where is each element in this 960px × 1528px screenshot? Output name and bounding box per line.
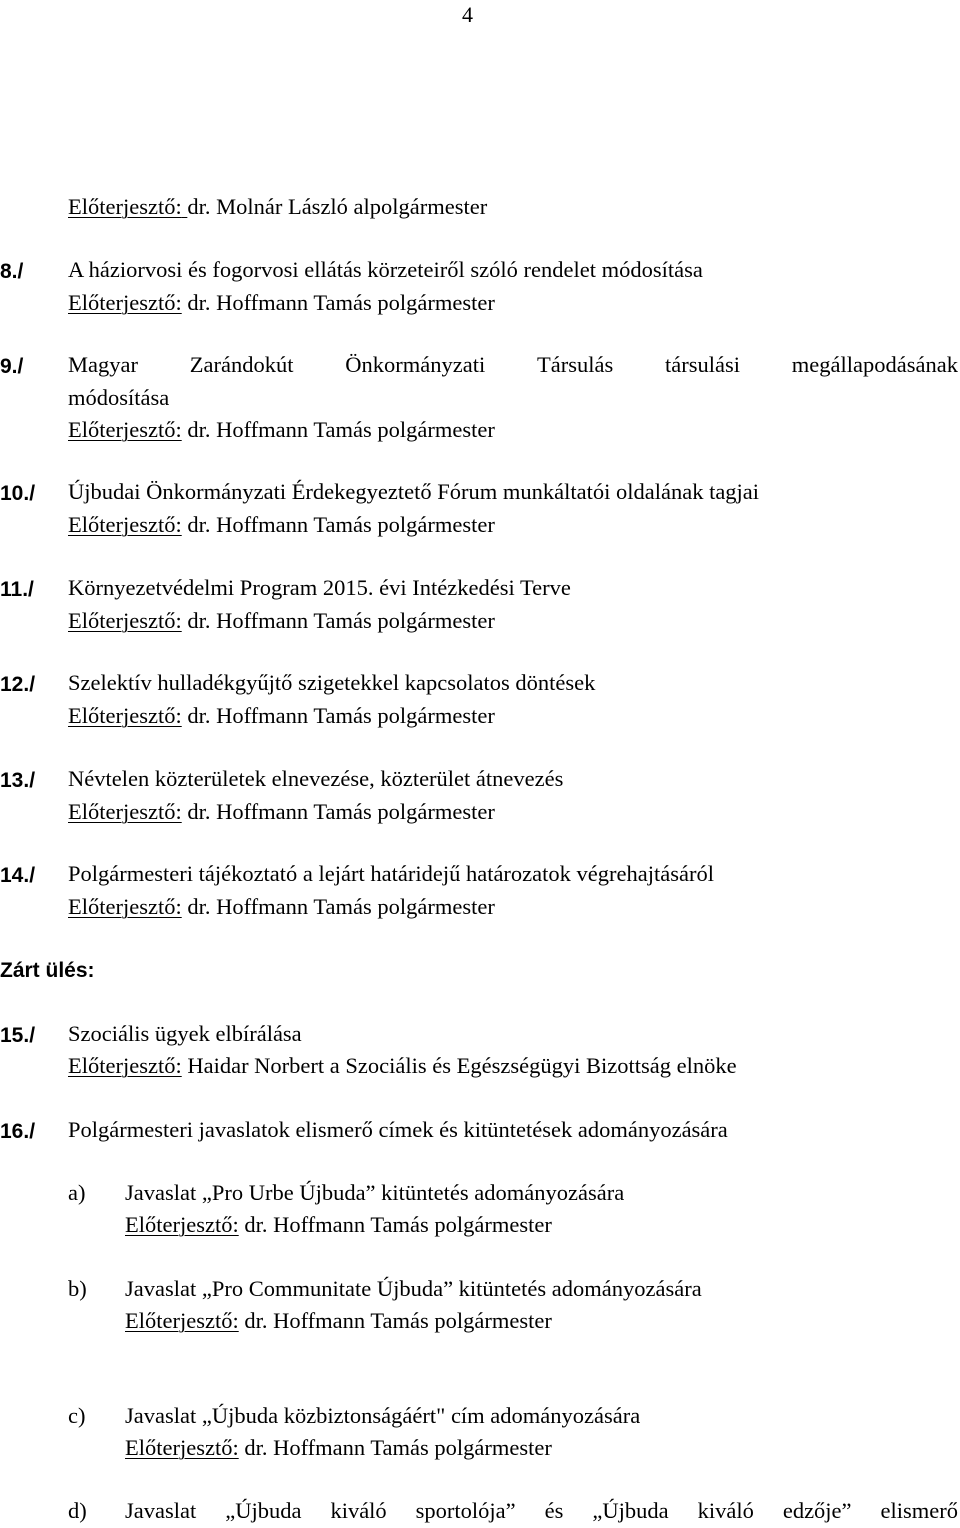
presenter-line <box>125 1214 552 1237</box>
item-title: A háziorvosi és fogorvosi ellátás körzeteiről szóló rendelet módosítása <box>68 257 703 282</box>
title-word: Társulás <box>537 352 614 377</box>
presenter-line <box>68 705 495 728</box>
item-title: Szelektív hulladékgyűjtő szigetekkel kapcsolatos döntések <box>68 670 596 695</box>
title-word: Magyar <box>68 352 138 377</box>
presenter-line <box>68 419 495 442</box>
title-word: kiváló <box>330 1498 387 1523</box>
presenter-name: dr. Hoffmann Tamás polgármester <box>187 512 495 537</box>
item-title: Környezetvédelmi Program 2015. évi Intézkedési Terve <box>68 575 571 600</box>
title-word: és <box>544 1498 564 1523</box>
sub-item-title: Javaslat „Pro Communitate Újbuda” kitüntetés adományozására <box>125 1276 702 1301</box>
presenter-name: dr. Hoffmann Tamás polgármester <box>187 894 495 919</box>
item-number: 8./ <box>0 260 24 283</box>
item-number: 10./ <box>0 482 36 505</box>
presenter-name: dr. Hoffmann Tamás polgármester <box>187 799 495 824</box>
presenter-label: Előterjesztő: <box>68 608 182 633</box>
title-word: „Újbuda <box>592 1498 669 1523</box>
sub-item-letter: d) <box>68 1498 87 1523</box>
item-title: Szociális ügyek elbírálása <box>68 1021 302 1046</box>
presenter-label: Előterjesztő: <box>68 194 182 219</box>
item-title: Polgármesteri javaslatok elismerő címek és kitüntetések adományozására <box>68 1117 728 1142</box>
presenter-name: dr. Hoffmann Tamás polgármester <box>187 703 495 728</box>
presenter-label: Előterjesztő: <box>68 417 182 442</box>
title-word: kiváló <box>697 1498 754 1523</box>
title-word: „Újbuda <box>225 1498 302 1523</box>
presenter-line <box>68 801 495 824</box>
presenter-line <box>68 610 495 633</box>
item-title: Névtelen közterületek elnevezése, közterület átnevezés <box>68 766 564 791</box>
presenter-label: Előterjesztő: <box>125 1435 239 1460</box>
presenter-label: Előterjesztő: <box>68 1053 182 1078</box>
presenter-name: dr. Hoffmann Tamás polgármester <box>187 608 495 633</box>
presenter-line <box>68 514 495 537</box>
presenter-name: dr. Molnár László alpolgármester <box>187 194 488 219</box>
item-number: 12./ <box>0 673 36 696</box>
item-number: 13./ <box>0 769 36 792</box>
presenter-line <box>125 1310 552 1333</box>
item-number: 15./ <box>0 1024 36 1047</box>
presenter-name: dr. Hoffmann Tamás polgármester <box>244 1435 552 1460</box>
presenter-name: dr. Hoffmann Tamás polgármester <box>244 1212 552 1237</box>
sub-item-letter: b) <box>68 1276 87 1301</box>
presenter-line <box>68 896 495 919</box>
presenter-name: dr. Hoffmann Tamás polgármester <box>187 417 495 442</box>
presenter-label: Előterjesztő: <box>68 703 182 728</box>
item-number: 14./ <box>0 864 36 887</box>
presenter-line <box>68 196 487 219</box>
presenter-line <box>68 1055 737 1078</box>
presenter-label: Előterjesztő: <box>125 1212 239 1237</box>
item-title <box>68 354 958 377</box>
title-word: sportolója” <box>415 1498 516 1523</box>
sub-item-letter: a) <box>68 1180 86 1205</box>
title-word: társulási <box>665 352 741 377</box>
presenter-label: Előterjesztő: <box>68 512 182 537</box>
presenter-label: Előterjesztő: <box>125 1308 239 1333</box>
title-word: edzője” <box>782 1498 852 1523</box>
presenter-label: Előterjesztő: <box>68 290 182 315</box>
title-word: Javaslat <box>125 1498 197 1523</box>
sub-item-title: Javaslat „Pro Urbe Újbuda” kitüntetés adományozására <box>125 1180 625 1205</box>
presenter-line <box>68 292 495 315</box>
presenter-name: dr. Hoffmann Tamás polgármester <box>244 1308 552 1333</box>
title-word: Zarándokút <box>189 352 294 377</box>
sub-item-title: Javaslat „Újbuda közbiztonságáért" cím adományozására <box>125 1403 641 1428</box>
presenter-line <box>125 1437 552 1460</box>
title-word: megállapodásának <box>791 352 958 377</box>
sub-item-letter: c) <box>68 1403 86 1428</box>
presenter-label: Előterjesztő: <box>68 799 182 824</box>
title-word: elismerő <box>880 1498 958 1523</box>
title-word: Önkormányzati <box>345 352 486 377</box>
item-number: 11./ <box>0 578 34 601</box>
item-title-continuation: módosítása <box>68 385 170 410</box>
item-title: Polgármesteri tájékoztató a lejárt határidejű határozatok végrehajtásáról <box>68 861 714 886</box>
item-number: 16./ <box>0 1120 36 1143</box>
item-title: Újbudai Önkormányzati Érdekegyeztető Fórum munkáltatói oldalának tagjai <box>68 479 760 504</box>
presenter-label: Előterjesztő: <box>68 894 182 919</box>
sub-item-title <box>125 1500 958 1523</box>
page-number: 4 <box>462 2 473 27</box>
presenter-name: dr. Hoffmann Tamás polgármester <box>187 290 495 315</box>
presenter-name: Haidar Norbert a Szociális és Egészségügyi Bizottság elnöke <box>187 1053 737 1078</box>
item-number: 9./ <box>0 355 24 378</box>
closed-session-heading: Zárt ülés: <box>0 959 95 982</box>
